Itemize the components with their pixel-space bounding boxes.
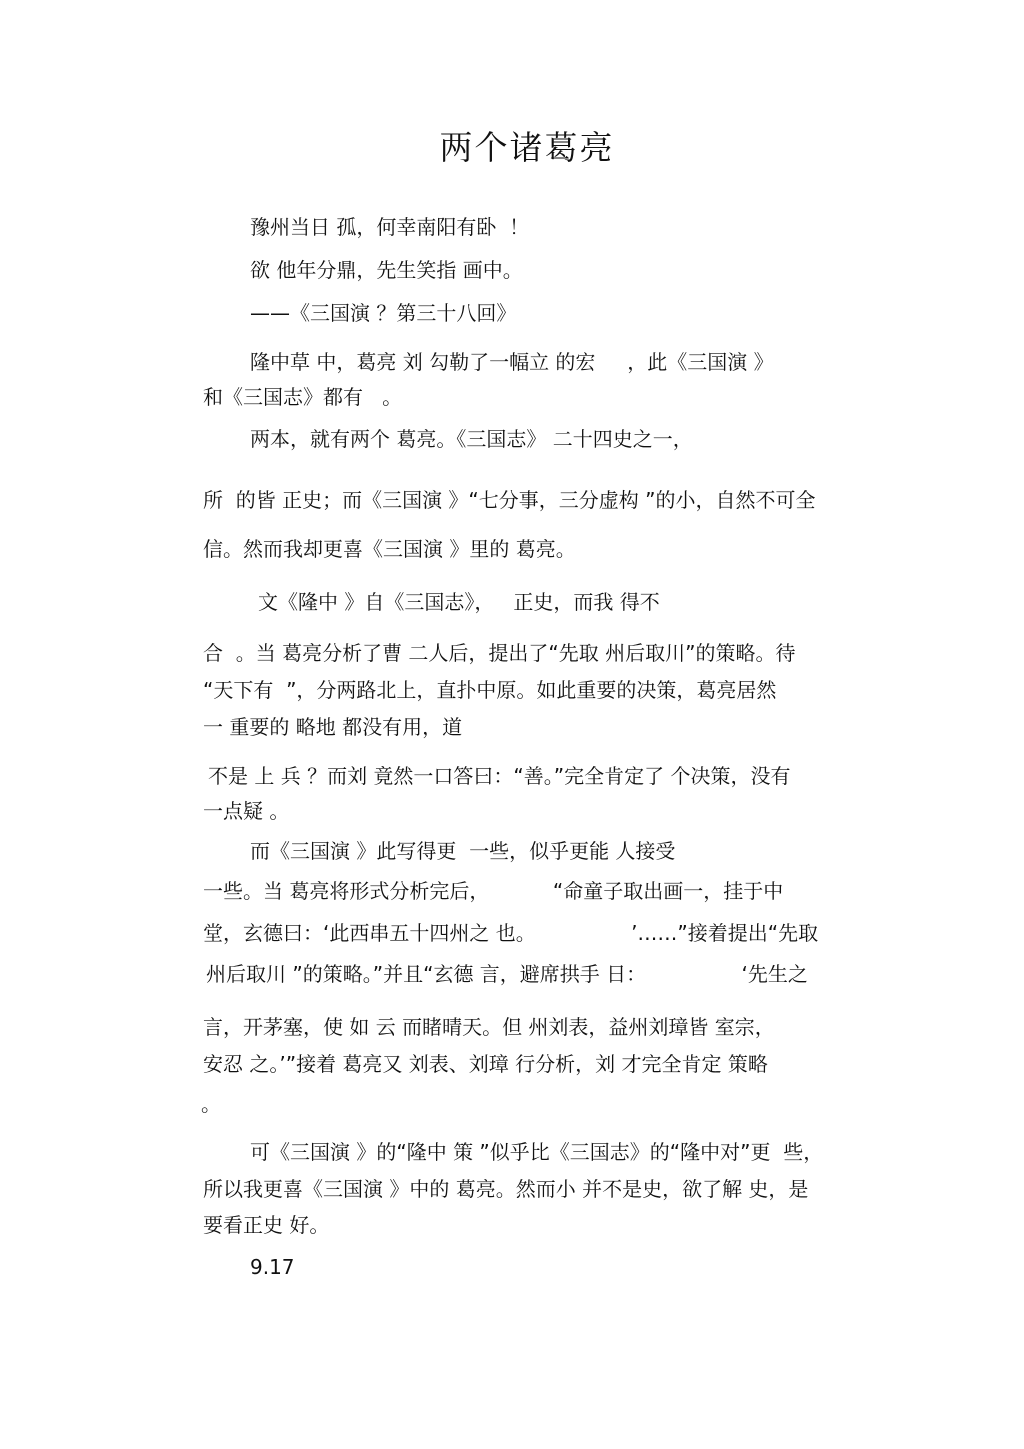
paragraph-line: 所 的皆 正史；而《三国演 》“七分事，三分虚构 ”的小，自然不可全 — [203, 488, 816, 512]
paragraph-line: 两本，就有两个 葛亮。《三国志》 二十四史之一， — [250, 427, 693, 451]
paragraph-line: 要看正史 好。 — [203, 1213, 330, 1237]
paragraph-line: 一 重要的 略地 都没有用，道 — [203, 715, 463, 739]
paragraph-line: 一些。当 葛亮将形式分析完后， “命童子取出画一，挂于中 — [203, 879, 784, 903]
document-title: 两个诸葛亮 — [439, 128, 615, 167]
paragraph-line: 不是 上 兵 ？而刘 竟然一口答曰：“善。”完全肯定了 个决策，没有 — [208, 764, 791, 788]
poem-citation: ——《三国演 ？第三十八回》 — [250, 301, 517, 325]
paragraph-line: 信。然而我却更喜《三国演 》里的 葛亮。 — [203, 537, 576, 561]
paragraph-line: 言，开茅塞，使 如 云 而睹晴天。但 州刘表，益州刘璋皆 室宗， — [203, 1015, 775, 1039]
date-line: 9.17 — [250, 1255, 295, 1279]
paragraph-line: 。 — [201, 1092, 221, 1116]
poem-line-2: 欲 他年分鼎，先生笑指 画中。 — [250, 258, 523, 282]
paragraph-line: 隆中草 中，葛亮 刘 勾勒了一幅立 的宏 ，此《三国演 》 — [250, 350, 774, 374]
paragraph-line: 安忍 之。’”接着 葛亮又 刘表、刘璋 行分析，刘 才完全肯定 策略 — [203, 1052, 768, 1076]
paragraph-line: 堂，玄德曰：‘此西串五十四州之 也。 ’……”接着提出“先取 — [203, 921, 819, 945]
paragraph-line: 合 。当 葛亮分析了曹 二人后，提出了“先取 州后取川”的策略。待 — [203, 641, 796, 665]
paragraph-line: 而《三国演 》此写得更 一些，似乎更能 人接受 — [250, 839, 676, 863]
paragraph-line: 和《三国志》都有 。 — [203, 385, 403, 409]
paragraph-line: 文《隆中 》自《三国志》， 正史，而我 得不 — [258, 590, 660, 614]
poem-line-1: 豫州当日 孤，何幸南阳有卧 ！ — [250, 215, 530, 239]
paragraph-line: 州后取川 ”的策略。”并且“玄德 言，避席拱手 日： ‘先生之 — [206, 962, 808, 986]
paragraph-line: “天下有 ”，分两路北上，直扑中原。如此重要的决策，葛亮居然 — [203, 678, 777, 702]
paragraph-line: 所以我更喜《三国演 》中的 葛亮。然而小 并不是史，欲了解 史，是 — [203, 1177, 809, 1201]
paragraph-line: 可《三国演 》的“隆中 策 ”似乎比《三国志》的“隆中对”更 些， — [250, 1140, 824, 1164]
paragraph-line: 一点疑 。 — [203, 799, 290, 823]
